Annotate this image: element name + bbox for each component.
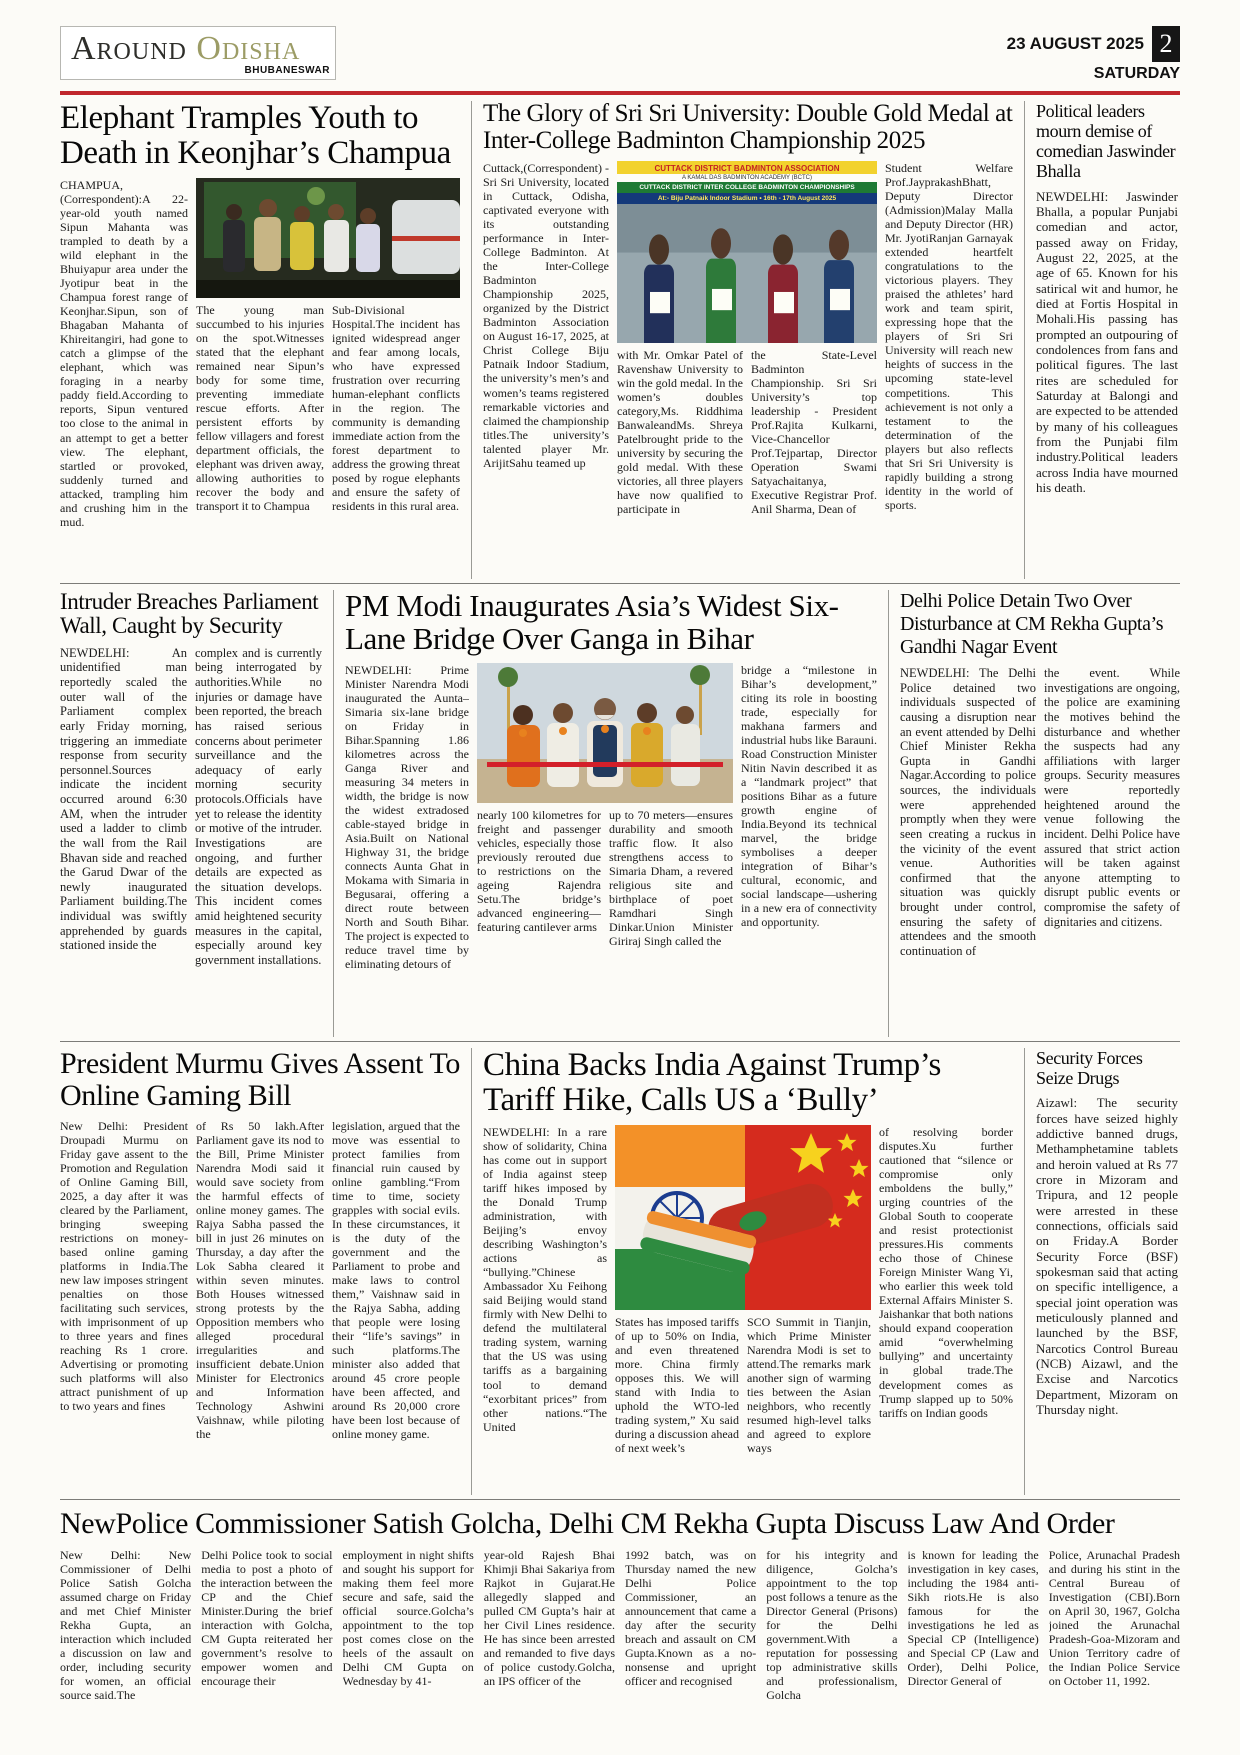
row-bottom — [60, 1499, 1180, 1755]
article-column: with Mr. Omkar Patel of Ravenshaw University to win the gold medal. In the women’s doubles category,Ms. Riddhima BanwaleandMs. Shreya Patelbrought pride to the university by securing the gold medal. With these victories, all three players have now qualified to participate in — [617, 348, 743, 517]
header — [60, 0, 1180, 86]
article-headline: Intruder Breaches Parliament Wall, Caught by Security — [60, 589, 319, 639]
article-column: CHAMPUA, (Correspondent):A 22-year-old youth named Sipun Mahanta was trampled to death by a wild elephant in the Bhuiyapur area under the Jyotipur beat in the Champua forest range of Keonjhar.Sipun, son of Bhagaban Mahanta of Khireitangiri, had gone to catch a glimpse of the elephant, which was foraging in a nearby paddy field.According to reports, Sipun ventured too close to the animal in an attempt to get a better view. The elephant, startled or provoked, suddenly turned and attacked, trampling him and crushing him in the mud. — [60, 177, 188, 529]
article-photo-block — [615, 1125, 871, 1455]
article-column: 1992 batch, was on Thursday named the new Delhi Police Commissioner, an announcement that came a day after the security breach and assault on CM Gupta.Known as a no-nonsense and upright officer and recognised — [625, 1547, 757, 1689]
article-body — [345, 663, 877, 972]
row-middle — [60, 583, 1180, 1041]
badminton-photo — [617, 161, 877, 343]
article-photo-block — [477, 663, 733, 972]
article-column: Cuttack,(Correspondent) - Sri Sri University, located in Cuttack, Odisha, captivated everyone with its outstanding performance in Inter-College Badminton. At the Inter-College Badminton Championship 2025, organized by the District Badminton Association on August 16-17, 2025, at Christ College Biju Patnaik Indoor Stadium, the university’s men’s and women’s teams registered remarkable victories and claimed the championship titles.The university’s talented player Mr. ArijitSahu teamed up — [483, 161, 609, 470]
article-column: complex and is currently being interrogated by authorities.While no injuries or damage have been reported, the breach has raised serious concerns about perimeter surveillance and the adequacy of early morning security protocols.Officials have yet to release the identity or motive of the intruder. Investigations are ongoing, and further details are expected as the situation develops. This incident comes amid heightened security measures in the capital, especially around key government installations. — [195, 645, 322, 967]
article-badminton — [471, 101, 1013, 579]
article-body — [483, 1125, 1013, 1455]
article-column: The young man succumbed to his injuries on the spot.Witnesses stated that the elephant remained near Sipun’s body for some time, preventing immediate rescue efforts. After persistent efforts by fellow villagers and forest department officials, the elephant was driven away, allowing authorities to recover the body and transport it to Champua — [196, 302, 324, 514]
article-column: Student Welfare Prof.JayprakashBhatt, Deputy Director (Admission)Malay Malla and Deputy Director (HR) Mr. JyotiRanjan Garnayak extended heartfelt congratulations to the victorious players. They praised the athletes’ hard work and team spirit, expressing hope that the players of Sri Sri University will reach new heights of success in the upcoming state-level competitions. This achievement is not only a testament to the determination of the players but also reflects that Sri Sri University is rapidly building a strong identity in the world of sports. — [885, 161, 1013, 512]
masthead-city: BHUBANESWAR — [244, 65, 330, 76]
badminton-photo-illustration — [617, 204, 877, 343]
article-column: NEWDELHI: Jaswinder Bhalla, a popular Punjabi comedian and actor, passed away on Friday, August 22, 2025, at the age of 65. Known for his satirical wit and humor, he died at Fortis Hospital in Mohali.His passing has prompted an outpouring of condolences from fans and political figures. The last rites are scheduled for Saturday at Balongi and are expected to be attended by many of his colleagues from the Punjabi film industry.Political leaders across India have mourned his death. — [1036, 188, 1178, 495]
article-column: the State-Level Badminton Championship. Sri Sri University’s top leadership - President Prof.Rajita Kulkarni, Vice-Chancellor Prof.Tejpartap, Director Operation Swami Satyachaitanya, Executive Registrar Prof. Anil Sharma, Dean of — [751, 348, 877, 517]
article-column: bridge a “milestone in Bihar’s development,” citing its role in boosting trade, especially for makhana farmers and industrial hubs like Barauni. Road Construction Minister Nitin Navin described it as a “landmark project” that positions Bihar as a future growth engine of India.Beyond its technical marvel, the bridge symbolises a deeper integration of Bihar’s cultural, economic, and social landscape—ushering in a new era of connectivity and opportunity. — [741, 662, 877, 930]
article-body — [60, 1119, 460, 1442]
article-column: is known for leading the investigation in key cases, including the 1984 anti-Sikh riots.He is also famous for the investigations he led as Special CP (Intelligence) and Special CP (Law and Order), Delhi Police, Director General of — [907, 1547, 1039, 1689]
masthead-title — [71, 29, 325, 69]
article-column: up to 70 meters—ensures durability and smooth traffic flow. It also strengthens access to Simaria Dham, a revered religious site and birthplace of poet Ramdhari Singh Dinkar.Union Minister Giriraj Singh called the — [609, 807, 733, 948]
elephant-photo — [196, 178, 460, 298]
article-headline: Delhi Police Detain Two Over Disturbance at CM Rekha Gupta’s Gandhi Nagar Event — [900, 590, 1164, 658]
article-column: NEWDELHI: An unidentified man reportedly scaled the outer wall of the Parliament complex early Friday morning, triggering an immediate response from security personnel.Sources indicate the incident occurred around 6:30 AM, when the intruder used a ladder to climb the wall from the Rail Bhavan side and reached the Garud Dwar of the newly inaugurated Parliament building.The individual was swiftly apprehended by guards stationed inside the — [60, 645, 187, 953]
row-top — [60, 95, 1180, 583]
article-columns-below-photo — [615, 1315, 871, 1455]
date-line — [1007, 26, 1180, 62]
article-column: NEWDELHI: In a rare show of solidarity, China has come out in support of India against steep tariff hikes imposed by the Donald Trump administration, with Beijing’s envoy describing Washington’s actions as “bullying.”Chinese Ambassador Xu Feihong said Beijing would stand firmly with New Delhi to defend the multilateral trading system, warning that the US was using tariffs as a bargaining tool to demand “exorbitant prices” from other nations.“The United — [483, 1124, 607, 1434]
article-body — [60, 178, 460, 529]
article-china — [471, 1048, 1013, 1495]
article-body — [60, 646, 322, 968]
article-column: employment in night shifts and sought his support for making them feel more secure and safe, said the official source.Golcha’s appointment to the top post comes close on the heels of the assault on Delhi CM Gupta on Wednesday by 41- — [342, 1547, 474, 1689]
row-lower — [60, 1041, 1180, 1499]
article-column: year-old Rajesh Bhai Khimji Bhai Sakariya from Rajkot in Gujarat.He allegedly slapped and pulled CM Gupta’s hair at her Civil Lines residence. He has since been arrested and remanded to five days of police custody.Golcha, an IPS officer of the — [483, 1547, 615, 1689]
badminton-banner-subtitle: A KAMAL DAS BADMINTON ACADEMY (BCTC) — [617, 174, 877, 182]
masthead — [60, 26, 336, 80]
article-column: of resolving border disputes.Xu further cautioned that “silence or compromise only emboldens the bully,” urging countries of the Global South to cooperate and resist protectionist pressures.His comments echo those of Chinese Foreign Minister Wang Yi, who earlier this week told External Affairs Minister S. Jaishankar that both nations should expand cooperation amid “overwhelming bullying” and uncertainty in global trade.The development comes as Trump slapped up to 50% tariffs on Indian goods — [879, 1124, 1013, 1420]
article-body — [483, 161, 1013, 516]
article-headline: Political leaders mourn demise of comedian Jaswinder Bhalla — [1036, 101, 1176, 182]
article-column: the event. While investigations are ongoing, the police are examining the motives behind the disturbance and whether the suspects had any affiliations with larger groups. Security measures were reportedly heightened around the venue following the incident. Delhi Police have assured that strict action will be taken against anyone attempting to disrupt public events or compromise the safety of dignitaries and citizens. — [1044, 666, 1180, 929]
article-headline: The Glory of Sri Sri University: Double Gold Medal at Inter-College Badminton Championship 2025 — [483, 100, 1013, 154]
article-column: SCO Summit in Tianjin, which Prime Minister Narendra Modi is set to attend.The remarks mark another sign of warming ties between the Asian neighbors, who recently resumed high-level talks and agreed to explore ways — [747, 1314, 871, 1456]
article-column: New Delhi: President Droupadi Murmu on Friday gave assent to the Promotion and Regulation of Online Gaming Bill, 2025, a day after it was cleared by the Parliament, bringing sweeping restrictions on money-based online gaming platforms in India.The new law imposes stringent penalties on those facilitating such services, with imprisonment of up to three years and fines reaching Rs 1 crore. Advertising or promoting such platforms will also attract punishment of up to two years and fines — [60, 1118, 188, 1414]
article-golcha — [60, 1508, 1180, 1702]
article-column: for his integrity and diligence, Golcha’s appointment to the top post follows a tenure as the Director General (Prisons) for the Delhi government.With a reputation for possessing top administrative skills and professionalism, Golcha — [766, 1547, 898, 1703]
badminton-banner-event: CUTTACK DISTRICT INTER COLLEGE BADMINTON CHAMPIONSHIPS — [617, 182, 877, 193]
article-photo-block — [196, 178, 460, 529]
article-intruder — [60, 590, 322, 1037]
date-block — [1007, 26, 1180, 83]
article-body — [900, 666, 1180, 959]
article-column: NEWDELHI: The Delhi Police detained two individuals suspected of causing a disruption near an event attended by Delhi Chief Minister Rekha Gupta in Gandhi Nagar.According to police sources, the individuals were apprehended promptly when they were seen creating a ruckus in the vicinity of the event venue. Authorities confirmed that the situation was quickly brought under control, ensuring the safety of attendees and the smooth continuation of — [900, 666, 1036, 958]
article-columns-below-photo — [477, 808, 733, 948]
article-headline: NewPolice Commissioner Satish Golcha, Delhi CM Rekha Gupta Discuss Law And Order — [60, 1507, 1115, 1540]
article-column: Police, Arunachal Pradesh and during his stint in the Central Bureau of Investigation (CBI).Born on April 30, 1967, Golcha joined the Arunachal Pradesh-Goa-Mizoram and Union Territory cadre of the Indian Police Service on October 11, 1992. — [1048, 1547, 1180, 1689]
article-photo-block — [617, 161, 877, 516]
article-column: legislation, argued that the move was essential to protect families from financial ruin caused by online gambling.“From time to time, society grapples with social evils. In these circumstances, it is the duty of the government and the Parliament to probe and make laws to control them,” Vaishnaw said in the Rajya Sabha, adding that people were losing their “life’s savings” in such platforms.The minister also added that around 45 crore people have been affected, and around Rs 20,000 crore have been lost because of online money game. — [332, 1118, 460, 1442]
article-headline: PM Modi Inaugurates Asia’s Widest Six-Lane Bridge Over Ganga in Bihar — [345, 588, 839, 656]
article-column: of Rs 50 lakh.After Parliament gave its nod to the Bill, Prime Minister Narendra Modi said it would save society from the harmful effects of online money games. The Rajya Sabha passed the bill in just 26 minutes on Thursday, a day after the Lok Sabha cleared it within seven minutes. Both Houses witnessed strong protests by the Opposition members who alleged procedural irregularities and insufficient debate.Union Minister for Electronics and Information Technology Ashwini Vaishnaw, while piloting the — [196, 1118, 324, 1442]
article-column: States has imposed tariffs of up to 50% on India, and even threatened more. China firmly opposes this. We will stand with India to uphold the WTO-led trading system,” Xu said during a discussion ahead of next week’s — [615, 1314, 739, 1456]
article-headline: China Backs India Against Trump’s Tariff Hike, Calls US a ‘Bully’ — [483, 1047, 941, 1118]
article-gaming — [60, 1048, 460, 1495]
masthead-title-odisha: Odisha — [196, 30, 301, 67]
page-number-badge: 2 — [1152, 26, 1180, 62]
article-column: NEWDELHI: Prime Minister Narendra Modi inaugurated the Aunta–Simaria six-lane bridge on Friday in Bihar.Spanning 1.86 kilometres across the Ganga River and measuring 34 meters in width, the bridge is now the widest extradosed cable-stayed bridge in Asia.Built on National Highway 31, the bridge connects Aunta Ghat in Mokama with Simaria in Begusarai, offering a direct route between North and South Bihar. The project is expected to reduce travel time by eliminating detours of — [345, 662, 469, 972]
article-bridge — [333, 590, 877, 1037]
article-drugs — [1024, 1048, 1178, 1495]
article-column: New Delhi: New Commissioner of Delhi Police Satish Golcha assumed charge on Friday and met Chief Minister Rekha Gupta, an interaction which included a discussion on law and order, including security for women, an official source said.The — [60, 1547, 192, 1703]
article-detain — [888, 590, 1180, 1037]
article-elephant — [60, 101, 460, 579]
badminton-banner-date: At:- Biju Patnaik Indoor Stadium • 16th - 17th August 2025 — [617, 193, 877, 204]
elephant-photo-illustration — [196, 178, 460, 298]
article-columns-below-photo — [196, 303, 460, 513]
article-column: Aizawl: The security forces have seized highly addictive banned drugs, Methamphetamine tablets and heroin valued at Rs 77 crore in Mizoram and Tripura, and 12 people were arrested in these connections, officials said on Friday.A Border Security Force (BSF) spokesman said that acting on specific intelligence, a special joint operation was meticulously planned and launched by the BSF, Narcotics Control Bureau (NCB) Aizawl, and the Excise and Narcotics Department, Mizoram on Thursday night. — [1036, 1095, 1178, 1417]
article-column: Sub-Divisional Hospital.The incident has ignited widespread anger and fear among locals, who have expressed frustration over recurring human-elephant conflicts in the region. The community is demanding immediate action from the forest department to address the growing threat posed by rogue elephants and ensure the safety of residents in this rural area. — [332, 302, 460, 514]
article-headline: Security Forces Seize Drugs — [1036, 1048, 1143, 1089]
badminton-banner-title: CUTTACK DISTRICT BADMINTON ASSOCIATION — [617, 161, 877, 174]
issue-date: 23 AUGUST 2025 — [1006, 34, 1144, 53]
india-china-handshake-photo — [615, 1125, 871, 1310]
article-bhalla — [1024, 101, 1178, 579]
article-body — [60, 1548, 1180, 1702]
masthead-title-around: Around — [71, 30, 197, 67]
article-columns-below-photo — [617, 348, 877, 516]
article-headline: Elephant Tramples Youth to Death in Keonjhar’s Champua — [60, 100, 451, 171]
article-column: Delhi Police took to social media to post a photo of the interaction between the CP and the Chief Minister.During the brief interaction with Golcha, CM Gupta reiterated her government’s resolve to empower women and encourage their — [201, 1547, 333, 1689]
bridge-inauguration-photo — [477, 663, 733, 803]
article-column: nearly 100 kilometres for freight and passenger vehicles, especially those previously rerouted due to restrictions on the ageing Rajendra Setu.The bridge’s advanced engineering—featuring cantilever arms — [477, 807, 601, 934]
article-headline: President Murmu Gives Assent To Online Gaming Bill — [60, 1047, 460, 1112]
issue-day: SATURDAY — [1093, 65, 1180, 82]
bridge-photo-illustration — [477, 663, 733, 803]
handshake-photo-illustration — [615, 1125, 871, 1310]
